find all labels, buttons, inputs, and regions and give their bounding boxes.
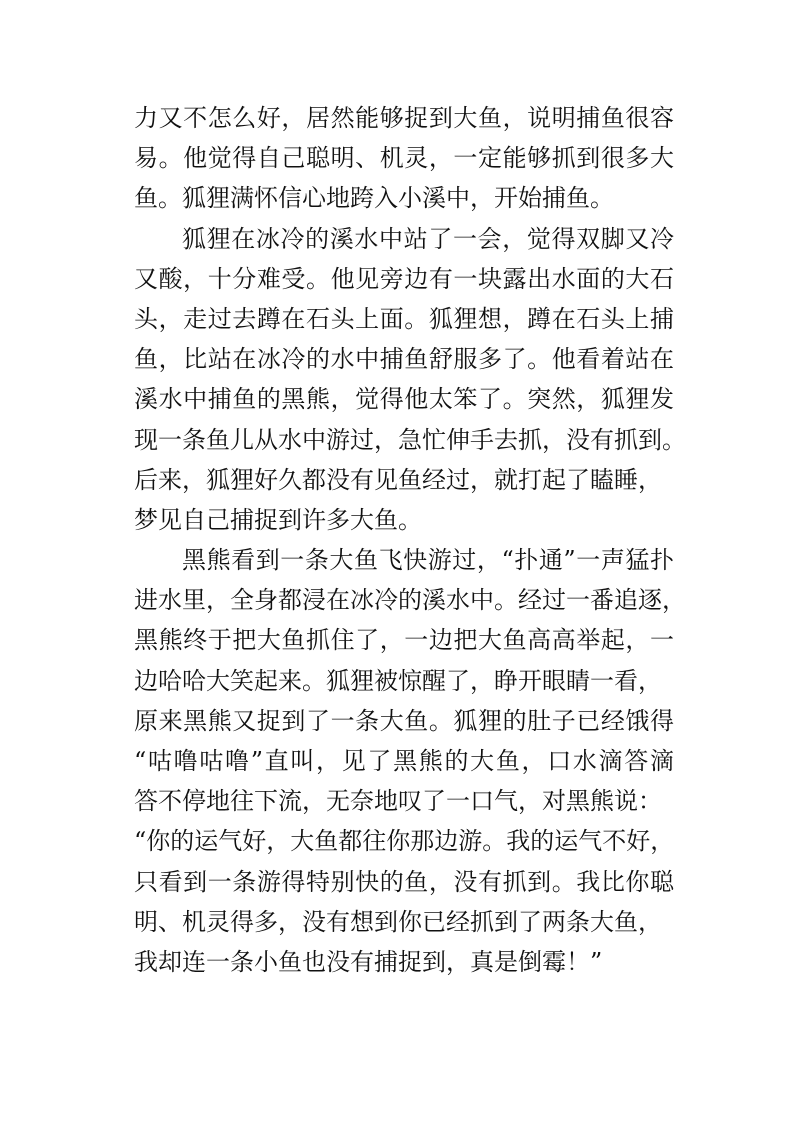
paragraph-first-line: 黑熊看到一条大鱼飞快游过，“扑通”一声猛扑 xyxy=(182,546,674,575)
text-line: 原来黑熊又捉到了一条大鱼。狐狸的肚子已经饿得 xyxy=(134,706,674,735)
text-line: 力又不怎么好，居然能够捉到大鱼，说明捕鱼很容 xyxy=(134,104,674,132)
text-line: 鱼。狐狸满怀信心地跨入小溪中，开始捕鱼。 xyxy=(134,184,614,213)
text-line: 边哈哈大笑起来。狐狸被惊醒了，睁开眼睛一看， xyxy=(134,666,662,695)
text-line: “你的运气好，大鱼都往你那边游。我的运气不好， xyxy=(134,827,675,856)
text-line: 答不停地往下流，无奈地叹了一口气，对黑熊说： xyxy=(134,787,662,816)
text-line: 鱼，比站在冰冷的水中捕鱼舒服多了。他看着站在 xyxy=(134,345,674,374)
text-line: 易。他觉得自己聪明、机灵，一定能够抓到很多大 xyxy=(134,144,674,173)
text-line: 梦见自己捕捉到许多大鱼。 xyxy=(134,505,422,534)
text-line: 头，走过去蹲在石头上面。狐狸想，蹲在石头上捕 xyxy=(134,304,674,333)
text-line: 明、机灵得多，没有想到你已经抓到了两条大鱼， xyxy=(134,907,662,936)
text-line: “咕噜咕噜”直叫，见了黑熊的大鱼，口水滴答滴 xyxy=(134,747,674,775)
paragraph-first-line: 狐狸在冰冷的溪水中站了一会，觉得双脚又冷 xyxy=(182,224,674,253)
text-line: 黑熊终于把大鱼抓住了，一边把大鱼高高举起，一 xyxy=(134,626,674,655)
story-text xyxy=(134,98,686,982)
text-line: 我却连一条小鱼也没有捕捉到，真是倒霉！” xyxy=(134,947,603,976)
text-line: 进水里，全身都浸在冰冷的溪水中。经过一番追逐， xyxy=(134,586,686,615)
text-line: 又酸，十分难受。他见旁边有一块露出水面的大石 xyxy=(134,264,674,293)
text-line: 后来，狐狸好久都没有见鱼经过，就打起了瞌睡， xyxy=(134,465,662,494)
text-line: 溪水中捕鱼的黑熊，觉得他太笨了。突然，狐狸发 xyxy=(134,385,674,414)
text-line: 现一条鱼儿从水中游过，急忙伸手去抓，没有抓到。 xyxy=(134,425,686,454)
text-line: 只看到一条游得特别快的鱼，没有抓到。我比你聪 xyxy=(134,867,674,896)
